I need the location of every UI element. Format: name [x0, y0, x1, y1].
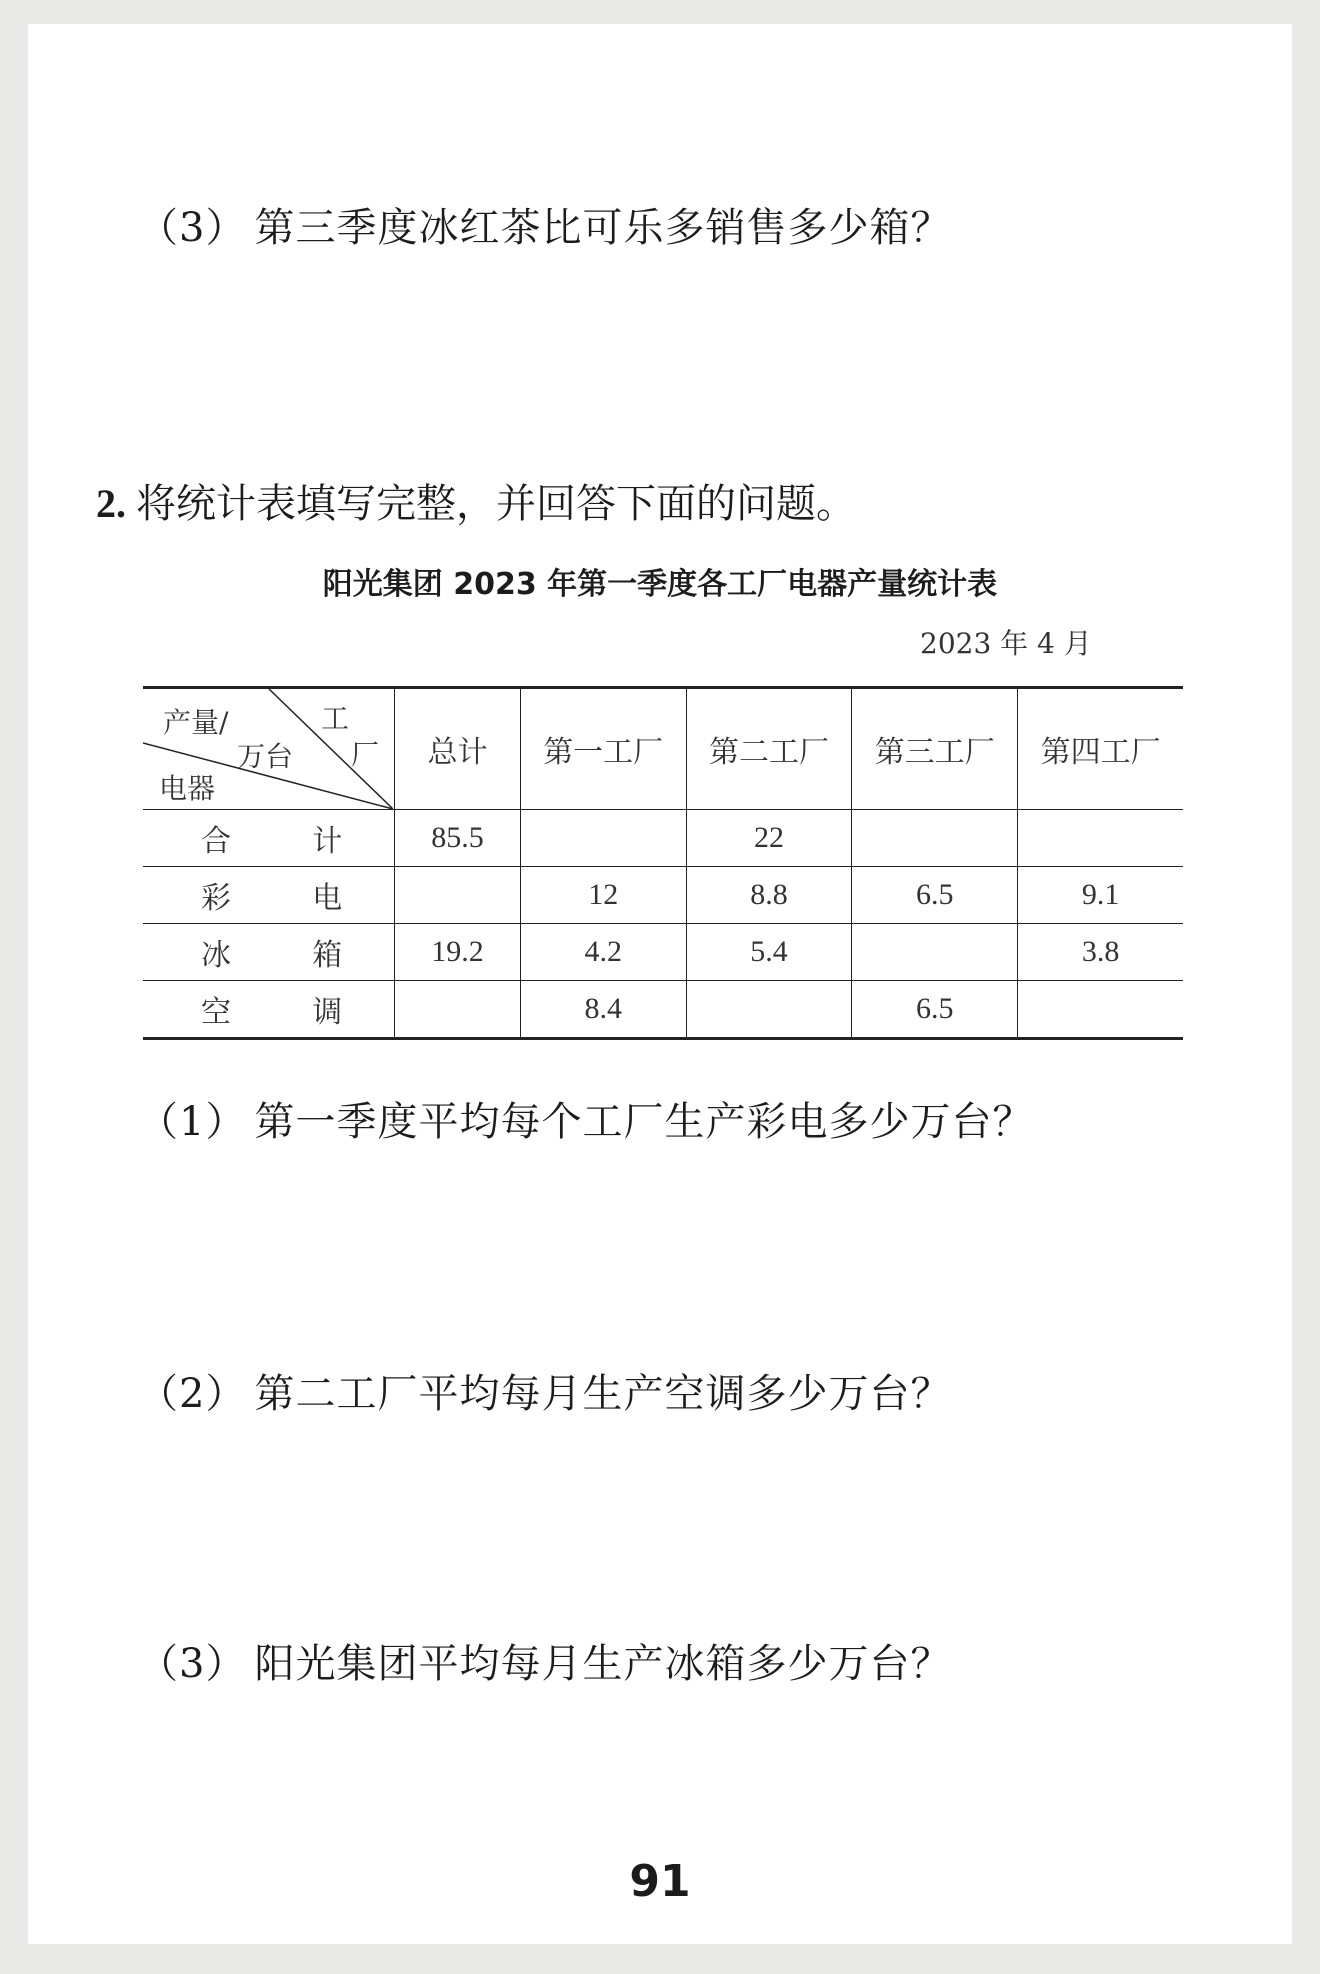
table-cell: [852, 810, 1018, 867]
row-label: 计: [312, 824, 343, 859]
question-number: （1）: [138, 1099, 247, 1145]
column-header: 第三工厂: [852, 688, 1018, 810]
question-1: [138, 1090, 1033, 1147]
production-table: [143, 686, 1183, 1040]
table-row: [143, 924, 1183, 981]
table-cell: 6.5: [852, 867, 1018, 924]
corner-label-top-right: 工: [321, 702, 350, 735]
table-cell: [520, 810, 686, 867]
question-prev-3: [138, 196, 951, 253]
table-cell: 85.5: [395, 810, 521, 867]
worksheet-page: [28, 24, 1292, 1944]
table-cell: 8.8: [686, 867, 852, 924]
table-cell: [395, 981, 521, 1039]
problem-number: 2.: [96, 481, 126, 526]
row-label-cell: [143, 981, 395, 1039]
table-cell: [1018, 981, 1183, 1039]
table-cell: [395, 867, 521, 924]
table-cell: 22: [686, 810, 852, 867]
table-date: 2023 年 4 月: [920, 627, 1092, 660]
table-row: [143, 981, 1183, 1039]
question-number: （3）: [138, 205, 247, 251]
table-cell: 8.4: [520, 981, 686, 1039]
corner-label-middle: 万台: [237, 740, 294, 773]
row-label-cell: [143, 867, 395, 924]
row-label-cell: [143, 810, 395, 867]
table-cell: 19.2: [395, 924, 521, 981]
problem-2-heading: [96, 472, 856, 529]
corner-label-middle-top: 产量/: [163, 706, 229, 739]
question-number: （3）: [138, 1641, 247, 1687]
row-label: 冰: [201, 938, 231, 973]
table-row: [143, 810, 1183, 867]
question-text: 第三季度冰红茶比可乐多销售多少箱？: [254, 205, 952, 251]
question-2: [138, 1362, 951, 1419]
page-number: 91: [629, 1856, 691, 1907]
question-text: 阳光集团平均每月生产冰箱多少万台？: [254, 1641, 952, 1687]
table-cell: [1018, 810, 1183, 867]
row-label: 彩: [201, 881, 231, 916]
table-cell: 9.1: [1018, 867, 1183, 924]
row-label-cell: [143, 924, 395, 981]
table-row: [143, 867, 1183, 924]
row-label: 电: [312, 881, 343, 916]
column-header: 总计: [395, 688, 521, 810]
corner-label-far-right: 厂: [351, 738, 380, 771]
row-label: 空: [201, 995, 231, 1030]
table-cell: 6.5: [852, 981, 1018, 1039]
table-cell: 5.4: [686, 924, 852, 981]
table-cell: [852, 924, 1018, 981]
problem-instruction: 将统计表填写完整，并回答下面的问题。: [136, 481, 856, 527]
row-label: 调: [312, 995, 343, 1030]
question-text: 第一季度平均每个工厂生产彩电多少万台？: [254, 1099, 1034, 1145]
question-text: 第二工厂平均每月生产空调多少万台？: [254, 1371, 952, 1417]
column-header: 第二工厂: [686, 688, 852, 810]
table-cell: 3.8: [1018, 924, 1183, 981]
table-cell: [686, 981, 852, 1039]
corner-header-cell: [143, 688, 395, 810]
question-number: （2）: [138, 1371, 247, 1417]
table-cell: 12: [520, 867, 686, 924]
column-header: 第一工厂: [520, 688, 686, 810]
column-header: 第四工厂: [1018, 688, 1183, 810]
row-label: 合: [201, 824, 231, 859]
table-cell: 4.2: [520, 924, 686, 981]
row-label: 箱: [312, 938, 343, 973]
corner-label-bottom-left: 电器: [159, 772, 216, 805]
table-title: 阳光集团 2023 年第一季度各工厂电器产量统计表: [322, 567, 998, 602]
question-3: [138, 1632, 951, 1689]
table-header-row: [143, 688, 1183, 810]
